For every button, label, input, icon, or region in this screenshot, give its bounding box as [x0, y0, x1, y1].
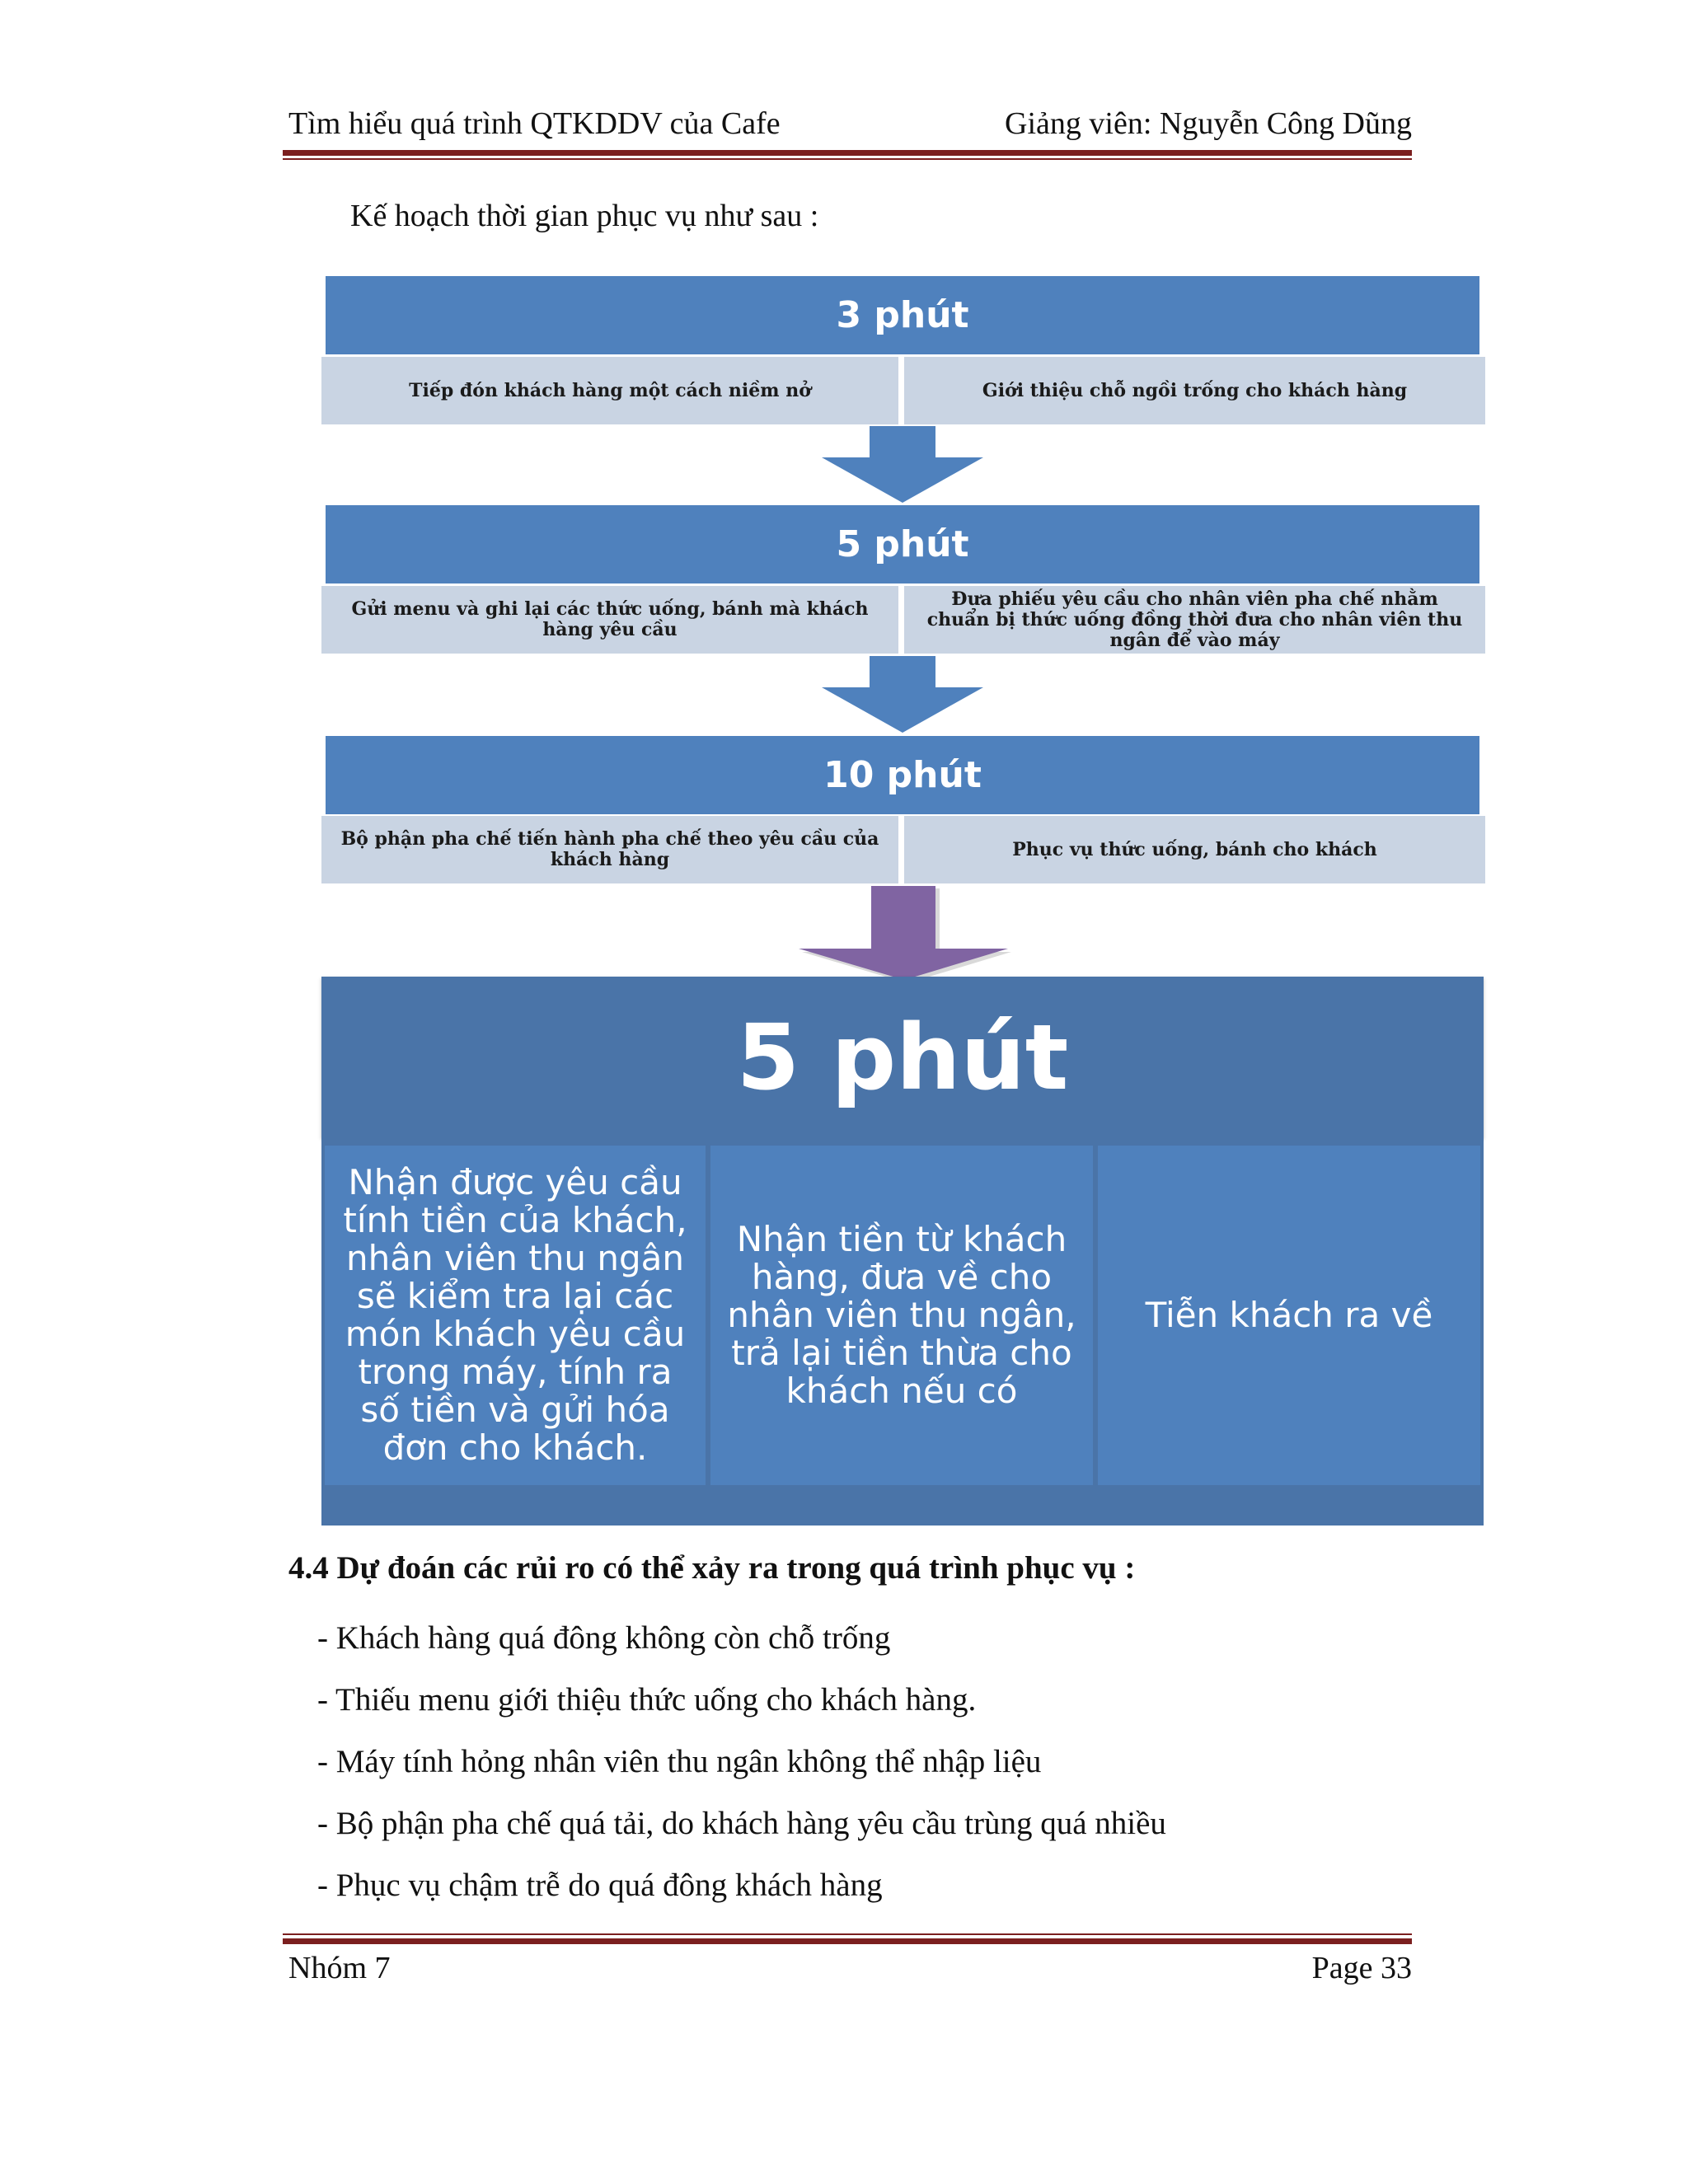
risk-list: [317, 1607, 1166, 1916]
stage-3-step-1: Bộ phận pha chế tiến hành pha chế theo yêu cầu của khách hàng: [321, 816, 898, 883]
final-step-1: Nhận được yêu cầu tính tiền của khách, nhân viên thu ngân sẽ kiểm tra lại các món khách yêu cầu trong máy, tính ra số tiền và gửi hóa đơn cho khách.: [325, 1146, 706, 1485]
header-rule-thin: [283, 158, 1412, 160]
footer-rule: [283, 1938, 1412, 1944]
section-heading: 4.4 Dự đoán các rủi ro có thể xảy ra trong quá trình phục vụ :: [288, 1550, 1136, 1586]
page-number: Page 33: [1311, 1951, 1412, 1985]
stage-1-step-2: Giới thiệu chỗ ngồi trống cho khách hàng: [904, 357, 1485, 424]
intro-text: Kế hoạch thời gian phục vụ như sau :: [350, 199, 819, 233]
footer-rule-thin: [283, 1933, 1412, 1935]
stage-1-title: 3 phút: [326, 276, 1479, 354]
stage-3-title: 10 phút: [326, 736, 1479, 814]
final-step-3: Tiễn khách ra về: [1098, 1146, 1480, 1485]
down-arrow-purple-icon: [795, 886, 1018, 985]
final-stage-title: 5 phút: [321, 977, 1484, 1138]
stage-2-step-1: Gửi menu và ghi lại các thức uống, bánh mà khách hàng yêu cầu: [321, 586, 898, 654]
final-step-2: Nhận tiền từ khách hàng, đưa về cho nhân viên thu ngân, trả lại tiền thừa cho khách nếu có: [710, 1146, 1093, 1485]
stage-1-step-1: Tiếp đón khách hàng một cách niềm nở: [321, 357, 898, 424]
header-title: Tìm hiểu quá trình QTKDDV của Cafe: [288, 106, 781, 141]
list-item: - Phục vụ chậm trễ do quá đông khách hàng: [317, 1868, 883, 1903]
stage-2-step-2: Đưa phiếu yêu cầu cho nhân viên pha chế nhằm chuẩn bị thức uống đồng thời đưa cho nhân viên thu ngân để vào máy: [904, 586, 1485, 654]
stage-2-title: 5 phút: [326, 505, 1479, 583]
down-arrow-2-icon: [820, 656, 985, 734]
down-arrow-1-icon: [820, 426, 985, 504]
list-item: - Máy tính hỏng nhân viên thu ngân không thể nhập liệu: [317, 1744, 1042, 1779]
footer-group: Nhóm 7: [288, 1951, 391, 1985]
list-item: - Khách hàng quá đông không còn chỗ trống: [317, 1620, 891, 1656]
list-item: - Thiếu menu giới thiệu thức uống cho khách hàng.: [317, 1682, 977, 1718]
header-rule: [283, 150, 1412, 156]
list-item: - Bộ phận pha chế quá tải, do khách hàng yêu cầu trùng quá nhiều: [317, 1806, 1166, 1841]
header-lecturer: Giảng viên: Nguyễn Công Dũng: [1005, 106, 1412, 141]
stage-3-step-2: Phục vụ thức uống, bánh cho khách: [904, 816, 1485, 883]
